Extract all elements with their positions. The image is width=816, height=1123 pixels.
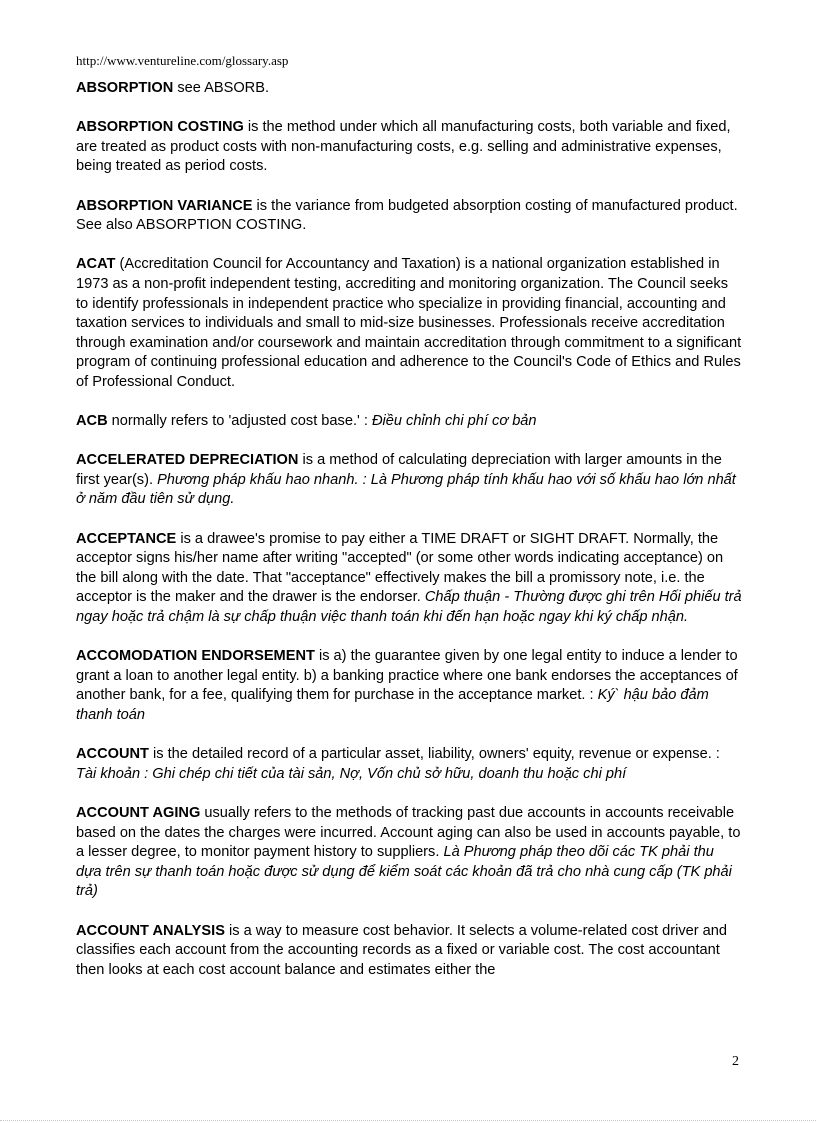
glossary-content: [76, 79, 742, 1000]
glossary-entry: [76, 745, 742, 784]
glossary-definition: (Accreditation Council for Accountancy and Taxation) is a national organization established in 1973 as a non-profit independent testing, accrediting and monitoring organization. The Council seeks to identify professionals in independent practice who specialize in providing financial, accounting and taxation services to individuals and small to mid-size businesses. Professionals receive accreditation through examination and/or coursework and maintain accreditation through commitment to a significant program of continuing professional education and adherence to the Council's Code of Ethics and Rules of Professional Conduct.: [76, 256, 742, 390]
glossary-definition: is the variance from budgeted absorption costing of manufactured product. See also ABSORPTION COSTING.: [76, 197, 738, 234]
vietnamese-translation: Tài khoản : Ghi chép chi tiết của tài sản, Nợ, Vốn chủ sở hữu, doanh thu hoặc chi phí: [76, 765, 627, 782]
glossary-entry: [76, 255, 742, 392]
glossary-definition: is a method of calculating depreciation with larger amounts in the first year(s).: [76, 452, 722, 488]
glossary-entry: [76, 647, 742, 725]
glossary-term: ACCOUNT AGING: [76, 804, 201, 821]
glossary-entry: [76, 197, 742, 236]
glossary-term: ACCEPTANCE: [76, 530, 177, 547]
glossary-entry: [76, 804, 742, 902]
glossary-term: ACCELERATED DEPRECIATION: [76, 452, 299, 469]
vietnamese-translation: Là Phương pháp theo dõi các TK phải thu dựa trên sự thanh toán hoặc được sử dụng để kiểm soát các khoản đã trả cho nhà cung cấp (TK phải trả): [76, 844, 732, 900]
glossary-term: ACCOUNT ANALYSIS: [76, 922, 225, 939]
glossary-term: ACCOMODATION ENDORSEMENT: [76, 648, 315, 665]
glossary-definition: is a drawee's promise to pay either a TIME DRAFT or SIGHT DRAFT. Normally, the acceptor signs his/her name after writing "accepted" (or some other words indicating acceptance) on the bill along with the date. That "acceptance" effectively makes the bill a promissory note, i.e. the acceptor is the maker and the drawer is the endorser.: [76, 530, 724, 606]
source-url: http://www.ventureline.com/glossary.asp: [76, 53, 289, 68]
glossary-entry: [76, 530, 742, 628]
glossary-entry: [76, 79, 742, 99]
glossary-term: ACCOUNT: [76, 746, 149, 763]
glossary-definition: is the detailed record of a particular asset, liability, owners' equity, revenue or expense. :: [148, 746, 720, 763]
glossary-term: ACAT: [76, 256, 116, 273]
glossary-definition: is the method under which all manufacturing costs, both variable and fixed, are treated as product costs with non-manufacturing costs, e.g. selling and administrative expenses, being treated as period costs.: [76, 119, 731, 175]
glossary-term: ACB: [76, 413, 108, 430]
page-bottom-divider: [0, 1120, 816, 1121]
glossary-term: ABSORPTION: [76, 80, 174, 96]
vietnamese-translation: Điều chỉnh chi phí cơ bản: [371, 413, 537, 430]
vietnamese-translation: Phương pháp khấu hao nhanh. : Là Phương pháp tính khấu hao với số khấu hao lớn nhất ở năm đầu tiên sử dụng.: [76, 471, 736, 508]
glossary-definition: see ABSORB.: [173, 80, 270, 96]
glossary-definition: normally refers to 'adjusted cost base.' :: [107, 413, 372, 430]
glossary-entry: [76, 451, 742, 510]
glossary-entry: [76, 412, 742, 432]
glossary-term: ABSORPTION COSTING: [76, 119, 244, 136]
glossary-definition: is a) the guarantee given by one legal entity to induce a lender to grant a loan to another legal entity. b) a banking practice where one bank endorses the acceptances of another bank, for a fee, qualifying them for purchase in the acceptance market. :: [76, 648, 738, 704]
glossary-entry: [76, 922, 742, 981]
glossary-definition: is a way to measure cost behavior. It selects a volume-related cost driver and classifies each account from the accounting records as a fixed or variable cost. The cost accountant then looks at each cost account balance and estimates either the: [76, 922, 728, 978]
vietnamese-translation: Chấp thuận - Thường được ghi trên Hối phiếu trả ngay hoặc trả chậm là sự chấp thuận việc thanh toán khi đến hạn hoặc ngay khi ký chấp nhận.: [76, 589, 742, 626]
glossary-term: ABSORPTION VARIANCE: [76, 197, 253, 214]
glossary-definition: usually refers to the methods of tracking past due accounts in accounts receivable based on the dates the charges were incurred. Account aging can also be used in accounts payable, to a lesser degree, to monitor payment history to suppliers.: [76, 804, 741, 861]
glossary-entry: [76, 118, 742, 177]
vietnamese-translation: Ký` hậu bảo đảm thanh toán: [76, 687, 709, 723]
page-number: 2: [732, 1054, 739, 1069]
